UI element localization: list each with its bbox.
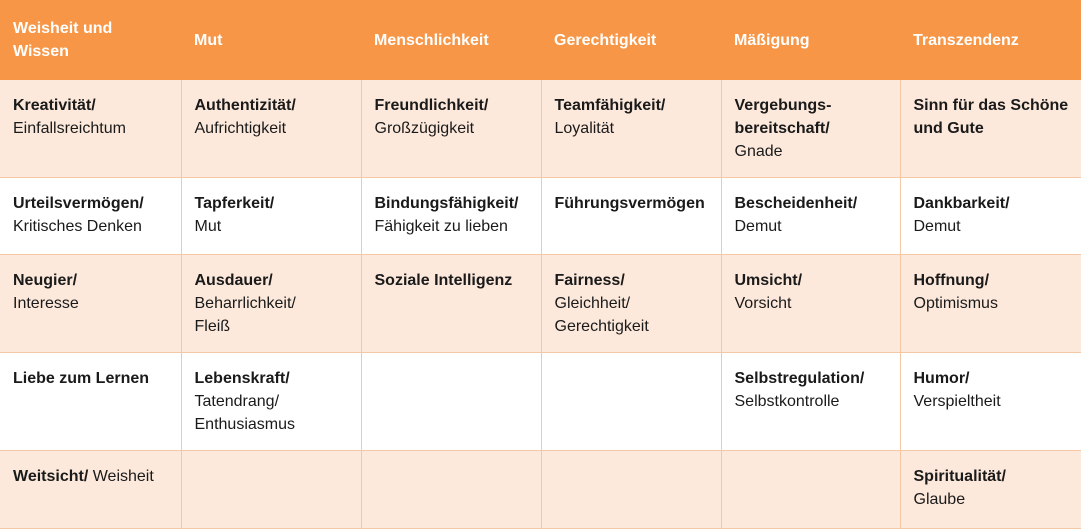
virtue-name: Kreativität/ xyxy=(13,97,96,114)
table-cell xyxy=(900,352,1081,450)
table-body xyxy=(0,80,1081,528)
empty-cell xyxy=(181,450,361,528)
virtue-synonym: Gleichheit/ Gerechtigkeit xyxy=(554,294,649,335)
virtue-synonym: Kritisches Denken xyxy=(13,217,142,235)
virtue-name: Authentizität/ xyxy=(194,97,296,114)
virtue-name: Ausdauer/ xyxy=(194,271,273,289)
virtue-name: Fairness/ xyxy=(554,271,625,289)
column-header-mut: Mut xyxy=(181,0,361,80)
virtue-name: Vergebungs-bereitschaft/ xyxy=(734,97,832,137)
virtue-synonym: Vorsicht xyxy=(734,294,792,312)
column-header-maessigung: Mäßigung xyxy=(721,0,900,80)
table-cell xyxy=(721,254,900,352)
virtue-name: Neugier/ xyxy=(13,271,78,289)
table-cell xyxy=(721,80,900,177)
virtue-synonym: Selbstkontrolle xyxy=(734,392,840,410)
virtue-name: Spiritualität/ xyxy=(913,467,1006,485)
virtue-name: Selbstregulation/ xyxy=(734,369,865,387)
virtue-synonym: Großzügigkeit xyxy=(374,120,475,137)
virtue-name: Soziale Intelligenz xyxy=(374,271,513,289)
virtue-synonym: Mut xyxy=(194,217,222,235)
table-cell xyxy=(721,177,900,254)
table-cell xyxy=(0,80,181,177)
table-row xyxy=(0,450,1081,528)
virtue-synonym: Beharrlichkeit/ Fleiß xyxy=(194,294,296,335)
table-cell xyxy=(361,80,541,177)
virtue-name: Hoffnung/ xyxy=(913,271,990,289)
virtue-name: Lebenskraft/ xyxy=(194,369,290,387)
virtue-synonym: Einfallsreichtum xyxy=(13,120,126,137)
table-cell xyxy=(541,177,721,254)
virtue-synonym: Loyalität xyxy=(554,120,615,137)
table-row xyxy=(0,254,1081,352)
virtue-name: Freundlichkeit/ xyxy=(374,97,489,114)
header-row xyxy=(0,0,1081,80)
virtue-name: Sinn für das Schöne und Gute xyxy=(913,97,1069,137)
table-cell xyxy=(541,254,721,352)
table-cell xyxy=(361,254,541,352)
virtue-name: Humor/ xyxy=(913,369,970,387)
virtue-name: Umsicht/ xyxy=(734,271,803,289)
empty-cell xyxy=(541,352,721,450)
virtue-synonym: Fähigkeit zu lieben xyxy=(374,217,508,235)
table-cell xyxy=(0,352,181,450)
virtue-synonym: Gnade xyxy=(734,143,783,160)
virtue-synonym: Tatendrang/ Enthusiasmus xyxy=(194,392,295,433)
table-cell xyxy=(900,254,1081,352)
virtue-name: Führungsvermögen xyxy=(554,194,705,212)
virtue-synonym: Glaube xyxy=(913,490,966,508)
table-cell xyxy=(900,177,1081,254)
virtue-synonym: Weisheit xyxy=(92,467,154,485)
empty-cell xyxy=(361,450,541,528)
virtue-name: Teamfähigkeit/ xyxy=(554,97,666,114)
table-cell xyxy=(361,177,541,254)
virtue-synonym: Verspieltheit xyxy=(913,392,1001,410)
empty-cell xyxy=(541,450,721,528)
column-header-weisheit: Weisheit und Wissen xyxy=(0,0,181,80)
virtue-synonym: Interesse xyxy=(13,294,79,312)
virtue-synonym: Optimismus xyxy=(913,294,998,312)
virtue-name: Weitsicht/ xyxy=(13,467,89,485)
column-header-menschlichkeit: Menschlichkeit xyxy=(361,0,541,80)
column-header-transzendenz: Transzendenz xyxy=(900,0,1081,80)
table-cell xyxy=(900,80,1081,177)
virtue-synonym: Demut xyxy=(913,217,961,235)
table-cell xyxy=(0,177,181,254)
table-row xyxy=(0,177,1081,254)
empty-cell xyxy=(361,352,541,450)
virtue-name: Bescheidenheit/ xyxy=(734,194,858,212)
virtue-name: Bindungsfähigkeit/ xyxy=(374,194,519,212)
empty-cell xyxy=(721,450,900,528)
table-cell xyxy=(0,450,181,528)
virtue-name: Dankbarkeit/ xyxy=(913,194,1010,212)
table-cell xyxy=(181,254,361,352)
table-row xyxy=(0,80,1081,177)
table-cell xyxy=(541,80,721,177)
table-cell xyxy=(0,254,181,352)
table-header xyxy=(0,0,1081,80)
table-cell xyxy=(181,352,361,450)
virtue-name: Liebe zum Lernen xyxy=(13,369,150,387)
virtue-synonym: Demut xyxy=(734,217,782,235)
virtue-synonym: Aufrichtigkeit xyxy=(194,120,287,137)
table-row xyxy=(0,352,1081,450)
virtue-name: Tapferkeit/ xyxy=(194,194,275,212)
table-cell xyxy=(181,80,361,177)
column-header-gerechtigkeit: Gerechtigkeit xyxy=(541,0,721,80)
table-cell xyxy=(181,177,361,254)
table-cell xyxy=(721,352,900,450)
virtue-name: Urteilsvermögen/ xyxy=(13,194,144,212)
table-cell xyxy=(900,450,1081,528)
